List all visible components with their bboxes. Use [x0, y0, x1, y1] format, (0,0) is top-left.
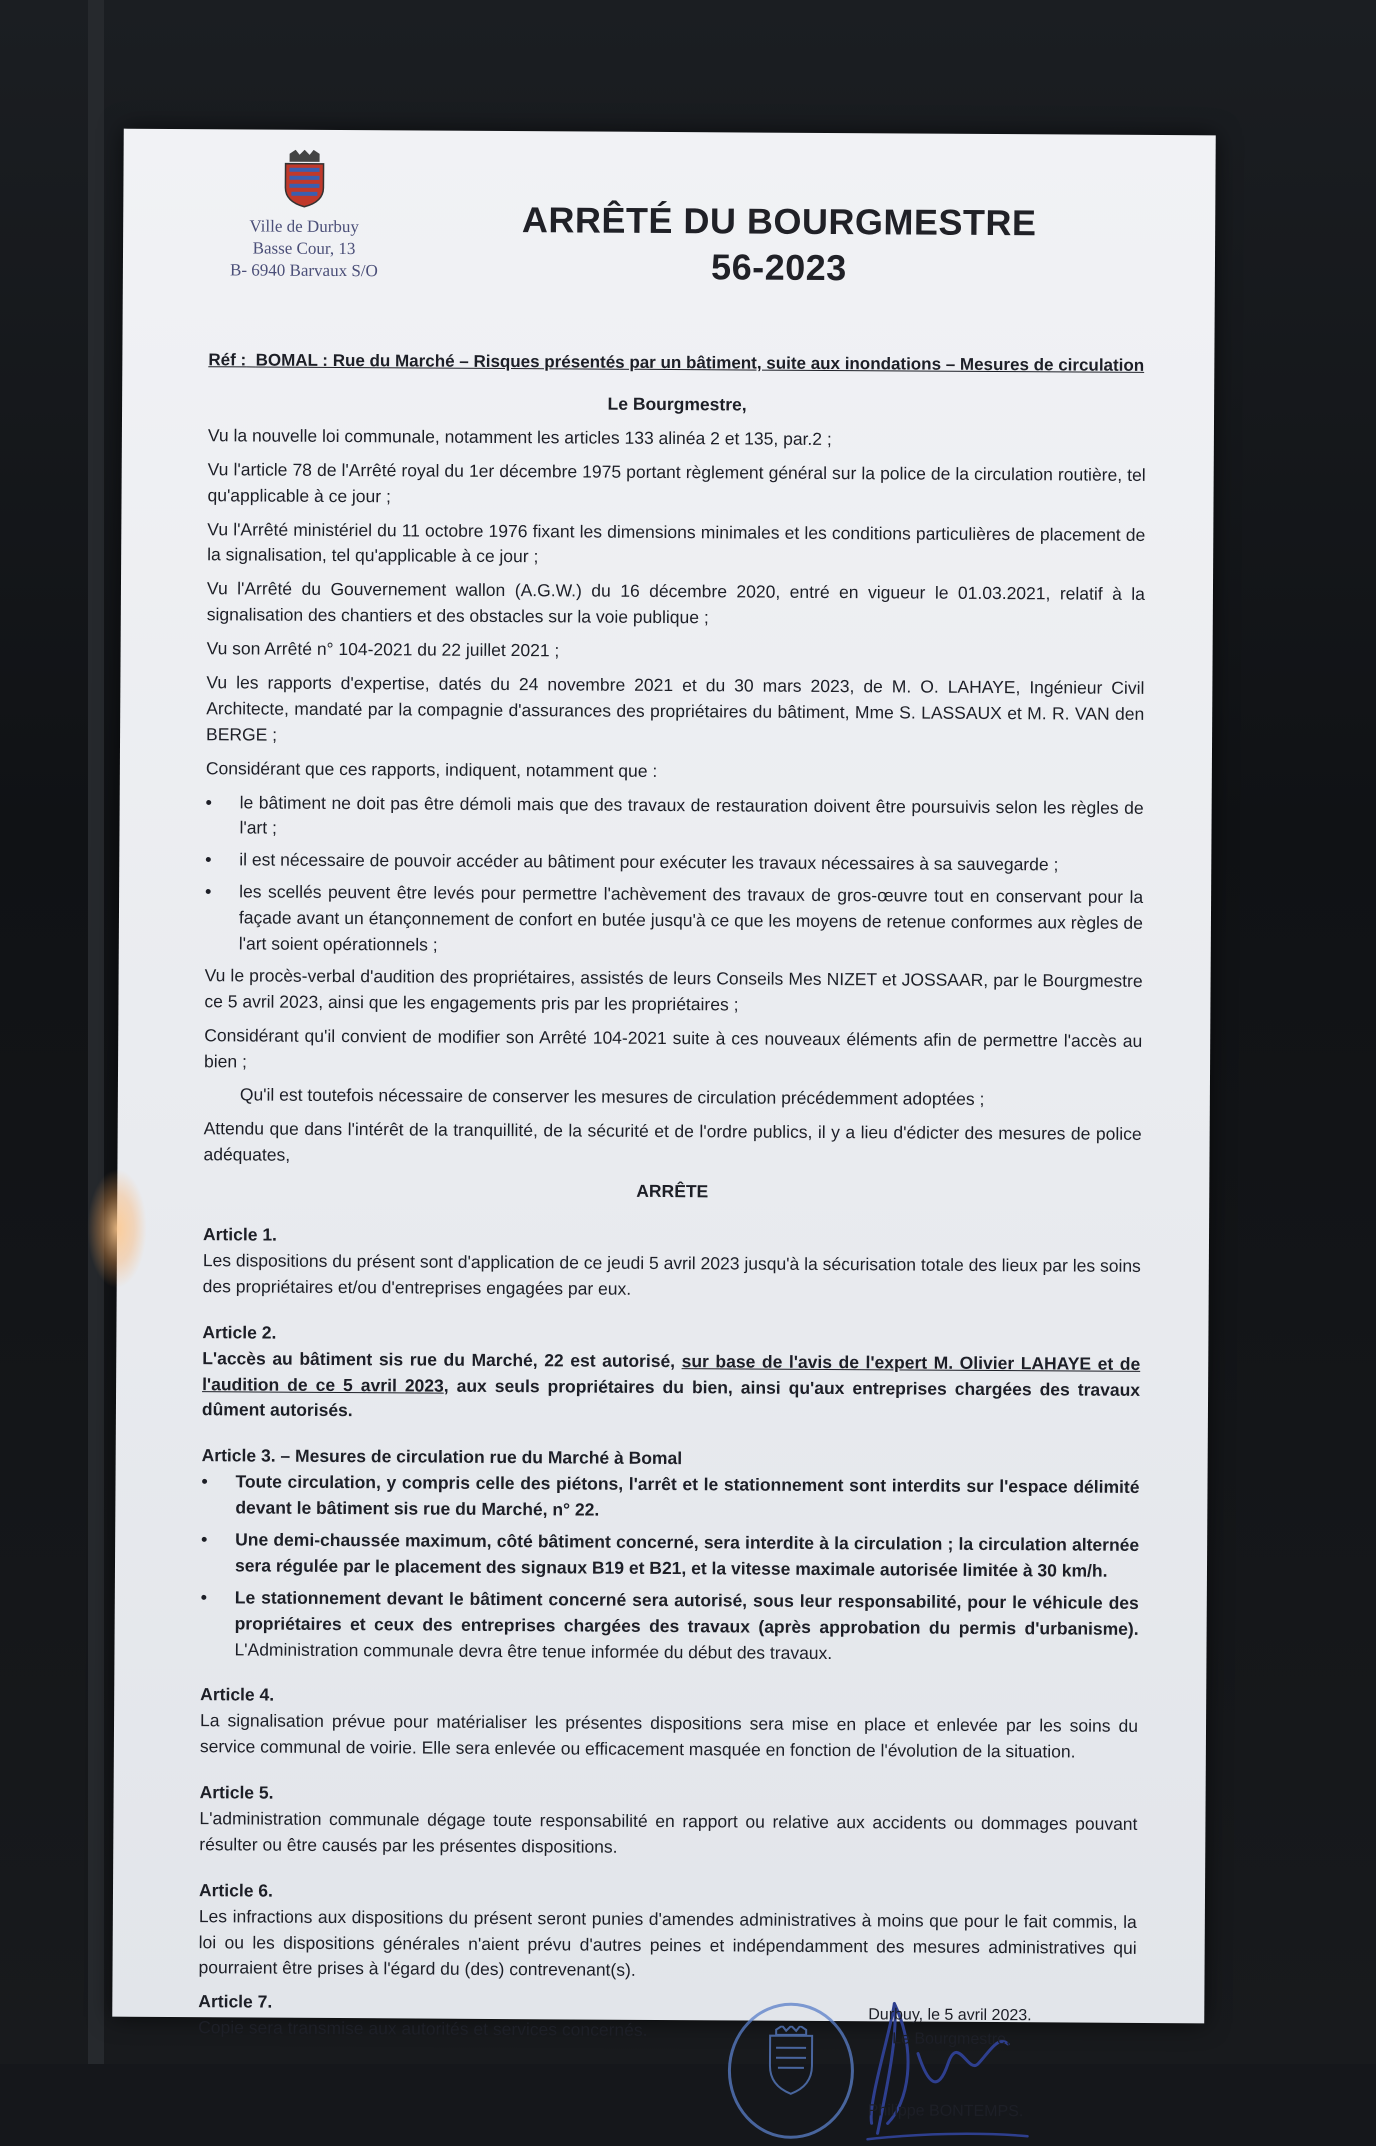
bullet-icon: • [205, 879, 223, 957]
stamp-crest-icon [764, 2026, 818, 2096]
coat-of-arms-icon [281, 150, 327, 208]
article-4-text: La signalisation prévue pour matérialiser les présentes dispositions sera mise en place et enlevée par les soins du service communal de voirie. Elle sera enlevée ou efficacement masquée en fonction de l'évolution de la situation. [200, 1708, 1138, 1766]
article-1-title: Article 1. [203, 1222, 1141, 1254]
intro-heading: Le Bourgmestre, [208, 389, 1146, 421]
document-body [197, 383, 1146, 2145]
article-6-title: Article 6. [199, 1878, 1137, 1910]
article-2-text-underlined: sur base de l'avis de l'expert M. Olivier LAHAYE et de l'audition de ce 5 avril 2023 [202, 1351, 1140, 1395]
article-4-title: Article 4. [200, 1683, 1138, 1715]
article-5-title: Article 5. [200, 1780, 1138, 1812]
article-1-text: Les dispositions du présent sont d'application de ce jeudi 5 avril 2023 jusqu'à la sécurisation totale des lieux par les soins des propriétaires et/ou d'entreprises engagées par eux. [203, 1248, 1141, 1306]
bullet-icon: • [201, 1469, 219, 1521]
bullet-icon: • [201, 1527, 219, 1579]
consideration: Considérant que ces rapports, indiquent, notamment que : [206, 756, 1144, 788]
light-reflection [87, 1168, 148, 1288]
article-2-text-a: L'accès au bâtiment sis rue du Marché, 22 est autorisé, [202, 1348, 682, 1371]
article-3-item [201, 1469, 1139, 1527]
article-7-text: Copie sera transmise aux autorités et services concernés. [198, 2015, 1136, 2047]
article-3-item-text [234, 1585, 1138, 1668]
signature-place-date: Durbuy, le 5 avril 2023. [868, 2004, 1088, 2029]
document [210, 149, 1148, 155]
consideration: Qu'il est toutefois nécessaire de conserver les mesures de circulation précédemment adoptées ; [204, 1083, 1142, 1115]
article-3-item-text: Une demi-chaussée maximum, côté bâtiment concerné, sera interdite à la circulation ; la circulation alternée sera régulée par le placement des signaux B19 et B21, et la vitesse maximale autorisée limitée à 30 km/h. [235, 1527, 1139, 1584]
title-line-2: 56-2023 [499, 243, 1059, 292]
signature-block [868, 2004, 1089, 2125]
article-2-title: Article 2. [202, 1320, 1140, 1352]
article-2-text-b: , aux seuls propriétaires du bien, ainsi qu'aux entreprises chargées des travaux dûment autorisés. [202, 1375, 1140, 1420]
report-point-text: le bâtiment ne doit pas être démoli mais que des travaux de restauration doivent être poursuivis selon les règles de l'art ; [239, 790, 1143, 847]
report-point-text: les scellés peuvent être levés pour permettre l'achèvement des travaux de gros-œuvre tout en conservant pour la façade avant un étançonnement de confort en butée jusqu'à ce que les moyens de retenue conformes aux règles de l'art soient opérationnels ; [239, 880, 1143, 963]
arrete-heading: ARRÊTE [203, 1176, 1141, 1208]
article-3-item [200, 1585, 1138, 1668]
consideration: Considérant qu'il convient de modifier son Arrêté 104-2021 suite à ces nouveaux éléments afin de permettre l'accès au bien ; [204, 1023, 1142, 1081]
reference-line [208, 347, 1146, 378]
consideration: Vu le procès-verbal d'audition des propriétaires, assistés de leurs Conseils Mes NIZET et JOSSAAR, par le Bourgmestre ce 5 avril 2023, ainsi que les engagements pris par les propriétaires ; [204, 963, 1142, 1021]
signature-role: Le Bourgmestre, [868, 2028, 1088, 2053]
report-point [205, 790, 1143, 848]
window-mullion [88, 0, 104, 2064]
town-postcode: B- 6940 Barvaux S/O [209, 259, 399, 282]
bullet-icon: • [205, 790, 223, 842]
town-name: Ville de Durbuy [209, 215, 399, 238]
bullet-icon: • [205, 848, 223, 874]
report-point [205, 879, 1143, 962]
bullet-icon: • [200, 1585, 218, 1663]
consideration: Vu l'Arrêté ministériel du 11 octobre 1976 fixant les dimensions minimales et les conditions particulières de placement de la signalisation, tel qu'applicable à ce jour ; [207, 517, 1145, 575]
consideration: Attendu que dans l'intérêt de la tranquillité, de la sécurité et de l'ordre publics, il y a lieu d'édicter des mesures de police adéquates, [203, 1117, 1141, 1175]
report-point-text: il est nécessaire de pouvoir accéder au bâtiment pour exécuter les travaux nécessaires à sa sauvegarde ; [239, 848, 1143, 879]
report-point [205, 848, 1143, 880]
signature-name: Philippe BONTEMPS. [868, 2100, 1088, 2125]
article-6-text: Les infractions aux dispositions du présent seront punies d'amendes administratives à moins que pour le fait commis, la loi ou les dispositions générales n'aient prévu d'autres peines et indépendamment des mesures administratives qui pourraient être prises à l'égard du (des) contrevenant(s). [198, 1904, 1136, 1987]
notice-sheet [112, 129, 1216, 2024]
consideration: Vu l'article 78 de l'Arrêté royal du 1er décembre 1975 portant règlement général sur la police de la circulation routière, tel qu'applicable à ce jour ; [207, 457, 1145, 515]
article-3-item3-bold: Le stationnement devant le bâtiment concerné sera autorisé, sous leur responsabilité, pour le véhicule des propriétaires et ceux des entreprises chargées des travaux (après approbation du permis d'urbanisme). [235, 1587, 1139, 1638]
title-line-1: ARRÊTÉ DU BOURGMESTRE [499, 197, 1059, 246]
signature-zone [197, 1989, 1136, 2145]
official-stamp [728, 2003, 855, 2140]
article-3-item [201, 1527, 1139, 1585]
consideration: Vu son Arrêté n° 104-2021 du 22 juillet 2021 ; [207, 636, 1145, 668]
article-5-text: L'administration communale dégage toute responsabilité en rapport ou relative aux accidents ou dommages pouvant résulter ou être causés par les présentes dispositions. [199, 1806, 1137, 1864]
consideration: Vu l'Arrêté du Gouvernement wallon (A.G.W.) du 16 décembre 2020, entré en vigueur le 01.03.2021, relatif à la signalisation des chantiers et des obstacles sur la voie publique ; [207, 577, 1145, 635]
document-title [499, 197, 1060, 292]
reference-label: Réf : [208, 350, 246, 369]
municipal-crest [209, 149, 400, 282]
article-2-text [202, 1346, 1140, 1429]
article-3-item-text: Toute circulation, y compris celle des piétons, l'arrêt et le stationnement sont interdits sur l'espace délimité devant le bâtiment sis rue du Marché, n° 22. [235, 1470, 1139, 1527]
reference-text: BOMAL : Rue du Marché – Risques présentés par un bâtiment, suite aux inondations – Mesures de circulation [256, 350, 1145, 374]
town-address: Basse Cour, 13 [209, 237, 399, 260]
article-7-title: Article 7. [198, 1989, 1136, 2021]
article-3-title: Article 3. – Mesures de circulation rue du Marché à Bomal [202, 1443, 1140, 1475]
consideration: Vu la nouvelle loi communale, notamment les articles 133 alinéa 2 et 135, par.2 ; [208, 423, 1146, 455]
consideration: Vu les rapports d'expertise, datés du 24 novembre 2021 et du 30 mars 2023, de M. O. LAHAYE, Ingénieur Civil Architecte, mandaté par la compagnie d'assurances des propriétaires du bâtiment, Mme S. LASSAUX et M. R. VAN den BERGE ; [206, 670, 1144, 753]
article-3-item3-rest: L'Administration communale devra être tenue informée du début des travaux. [234, 1639, 832, 1663]
